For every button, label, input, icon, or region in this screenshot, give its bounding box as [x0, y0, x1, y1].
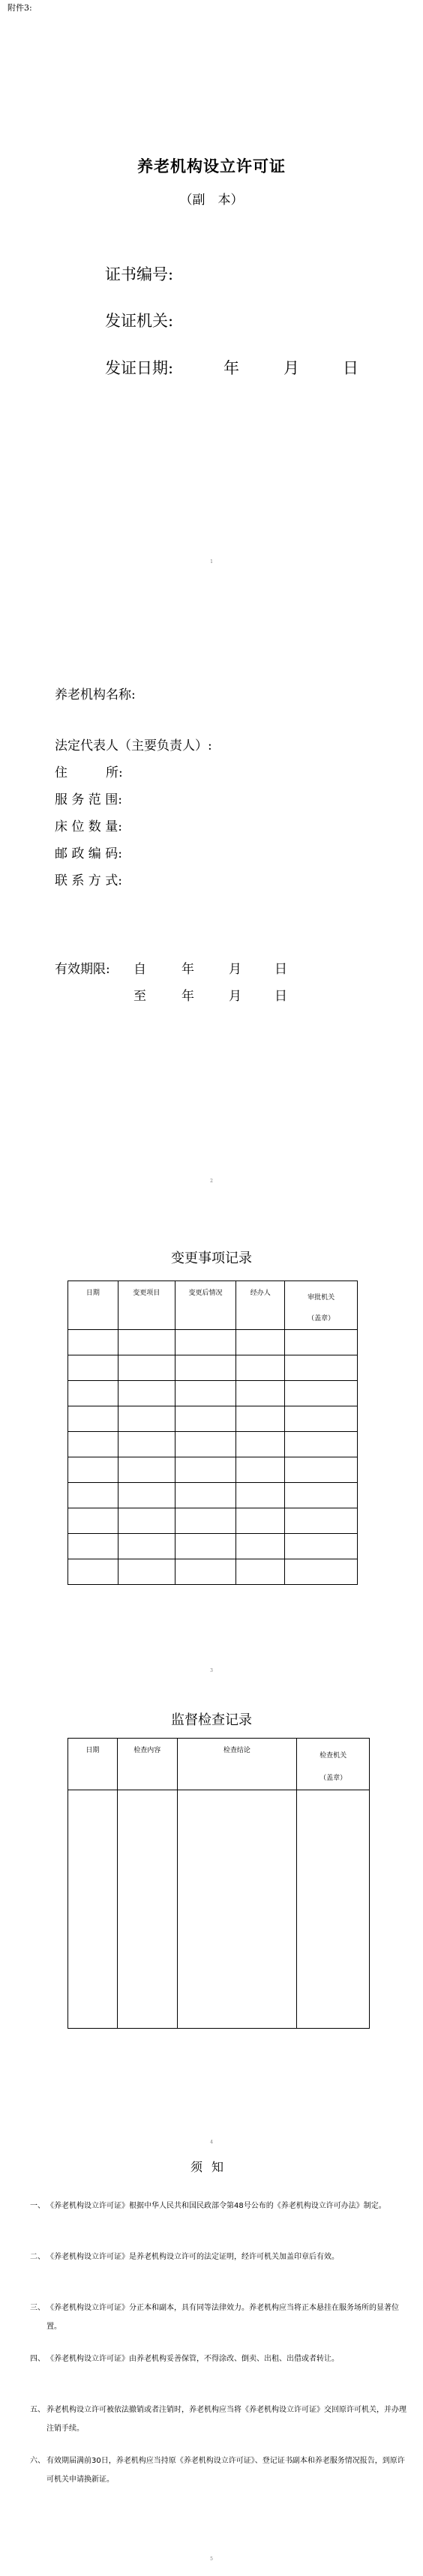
change-record-cell	[118, 1483, 175, 1508]
change-record-row	[68, 1559, 358, 1585]
change-record-cell	[118, 1457, 175, 1483]
change-record-cell	[68, 1381, 118, 1406]
change-record-cell	[68, 1457, 118, 1483]
postcode-label: 邮 政 编 码:	[55, 846, 122, 861]
change-record-cell	[285, 1508, 358, 1534]
page-number: 4	[210, 2140, 213, 2145]
notice-item	[30, 2350, 409, 2368]
validity-to-year: 年	[182, 989, 194, 1004]
change-record-cell	[175, 1432, 236, 1457]
validity-to: 至	[134, 989, 146, 1004]
change-record-rows	[68, 1330, 358, 1585]
header-inspection-conclusion: 检查结论	[177, 1739, 297, 1790]
change-record-cell	[68, 1432, 118, 1457]
notice-item-text: 《养老机构设立许可证》根据中华人民共和国民政部令第48号公布的《养老机构设立许可办法》制定。	[46, 2202, 386, 2210]
notice-item	[30, 2299, 409, 2336]
cert-no-label: 证书编号:	[105, 265, 174, 283]
change-record-cell	[236, 1330, 285, 1355]
header-change-item: 变更项目	[118, 1281, 175, 1330]
header-approval-authority	[285, 1281, 358, 1330]
notice-item-number: 四、	[30, 2355, 45, 2363]
notice-item-number: 一、	[30, 2202, 45, 2210]
change-record-table	[68, 1281, 358, 1585]
change-record-cell	[285, 1432, 358, 1457]
change-record-cell	[68, 1483, 118, 1508]
notice-item-text: 《养老机构设立许可证》分正本和副本，具有同等法律效力。养老机构应当将正本悬挂在服务场所的显著位置。	[46, 2304, 399, 2331]
inspection-record-title: 监督检查记录	[171, 1712, 252, 1728]
change-record-cell	[118, 1534, 175, 1559]
notice-item	[30, 2401, 409, 2438]
inspection-cell	[68, 1790, 118, 2029]
validity-from-day: 日	[274, 962, 287, 977]
change-record-cell	[68, 1406, 118, 1432]
change-record-cell	[236, 1432, 285, 1457]
change-record-cell	[175, 1355, 236, 1381]
change-record-cell	[68, 1355, 118, 1381]
change-record-row	[68, 1381, 358, 1406]
issuer-label: 发证机关:	[105, 312, 174, 330]
change-record-header-row	[68, 1281, 358, 1330]
header-date: 日期	[68, 1281, 118, 1330]
contact-label: 联 系 方 式:	[55, 873, 122, 888]
change-record-row	[68, 1483, 358, 1508]
change-record-title: 变更事项记录	[171, 1251, 252, 1266]
page-number: 2	[210, 1179, 213, 1184]
org-name-label: 养老机构名称:	[55, 687, 136, 702]
change-record-row	[68, 1534, 358, 1559]
notice-item-number: 二、	[30, 2253, 45, 2261]
change-record-cell	[175, 1457, 236, 1483]
issue-day: 日	[343, 359, 358, 377]
change-record-cell	[175, 1330, 236, 1355]
change-record-cell	[118, 1355, 175, 1381]
issue-date-label: 发证日期:	[105, 359, 174, 377]
address-label: 住 所:	[55, 765, 123, 780]
header-inspection-content: 检查内容	[117, 1739, 177, 1790]
page-number: 3	[210, 1668, 213, 1673]
change-record-cell	[118, 1559, 175, 1585]
change-record-cell	[118, 1330, 175, 1355]
change-record-cell	[285, 1483, 358, 1508]
seal-label: （盖章）	[308, 1315, 335, 1322]
change-record-cell	[285, 1330, 358, 1355]
notice-title: 须知	[190, 2160, 232, 2174]
change-record-cell	[118, 1508, 175, 1534]
change-record-row	[68, 1406, 358, 1432]
notice-item	[30, 2452, 409, 2489]
change-record-cell	[285, 1534, 358, 1559]
inspection-cell	[177, 1790, 297, 2029]
service-scope-label: 服 务 范 围:	[55, 792, 122, 807]
change-record-cell	[175, 1406, 236, 1432]
change-record-cell	[175, 1534, 236, 1559]
header-date: 日期	[68, 1739, 118, 1790]
inspection-record-table	[68, 1738, 370, 2029]
validity-to-day: 日	[274, 989, 287, 1004]
notice-item-text: 《养老机构设立许可证》是养老机构设立许可的法定证明，经许可机关加盖印章后有效。	[46, 2253, 339, 2261]
validity-from: 自	[134, 962, 146, 977]
change-record-cell	[175, 1508, 236, 1534]
change-record-cell	[285, 1406, 358, 1432]
certificate-subtitle: （副 本）	[179, 193, 244, 208]
validity-from-year: 年	[182, 962, 194, 977]
change-record-cell	[68, 1508, 118, 1534]
change-record-cell	[236, 1406, 285, 1432]
approval-authority-label: 审批机关	[308, 1294, 335, 1301]
change-record-cell	[236, 1559, 285, 1585]
validity-to-month: 月	[229, 989, 242, 1004]
inspection-header-row	[68, 1739, 370, 1790]
change-record-cell	[285, 1355, 358, 1381]
header-inspection-authority	[297, 1739, 370, 1790]
change-record-cell	[175, 1559, 236, 1585]
change-record-cell	[118, 1381, 175, 1406]
validity-from-month: 月	[229, 962, 242, 977]
change-record-row	[68, 1330, 358, 1355]
change-record-cell	[285, 1559, 358, 1585]
header-handler: 经办人	[236, 1281, 285, 1330]
change-record-cell	[236, 1381, 285, 1406]
change-record-cell	[118, 1406, 175, 1432]
change-record-cell	[236, 1457, 285, 1483]
header-after-change: 变更后情况	[175, 1281, 236, 1330]
notice-item-text: 养老机构设立许可被依法撤销或者注销时，养老机构应当将《养老机构设立许可证》交回原许可机关，并办理注销手续。	[46, 2406, 406, 2433]
bed-count-label: 床 位 数 量:	[55, 819, 122, 834]
page-number: 5	[210, 2557, 213, 2562]
notice-item-number: 六、	[30, 2457, 45, 2465]
change-record-cell	[236, 1534, 285, 1559]
change-record-cell	[118, 1432, 175, 1457]
change-record-cell	[68, 1559, 118, 1585]
validity-label: 有效期限:	[55, 962, 110, 977]
change-record-row	[68, 1508, 358, 1534]
inspection-body-row	[68, 1790, 370, 2029]
notice-item-text: 有效期届满前30日，养老机构应当持原《养老机构设立许可证》、登记证书副本和养老服务情况报告，到原许可机关申请换新证。	[46, 2457, 405, 2484]
inspection-authority-label: 检查机关	[320, 1752, 347, 1760]
inspection-cell	[297, 1790, 370, 2029]
inspection-cell	[117, 1790, 177, 2029]
attachment-label: 附件3:	[8, 3, 32, 13]
change-record-row	[68, 1457, 358, 1483]
change-record-cell	[175, 1381, 236, 1406]
seal-label: （盖章）	[320, 1775, 347, 1782]
notice-item-text: 《养老机构设立许可证》由养老机构妥善保管，不得涂改、倒卖、出租、出借或者转让。	[46, 2355, 339, 2363]
change-record-cell	[236, 1355, 285, 1381]
legal-rep-label: 法定代表人（主要负责人）:	[55, 738, 212, 753]
notice-item-number: 三、	[30, 2304, 45, 2312]
change-record-row	[68, 1355, 358, 1381]
certificate-title: 养老机构设立许可证	[137, 157, 286, 175]
notice-item-number: 五、	[30, 2406, 45, 2414]
change-record-cell	[285, 1457, 358, 1483]
change-record-cell	[68, 1534, 118, 1559]
change-record-cell	[68, 1330, 118, 1355]
change-record-cell	[285, 1381, 358, 1406]
change-record-cell	[236, 1483, 285, 1508]
issue-year: 年	[224, 359, 239, 377]
notice-item	[30, 2248, 409, 2266]
change-record-cell	[175, 1483, 236, 1508]
notice-item	[30, 2197, 409, 2215]
change-record-cell	[236, 1508, 285, 1534]
page-number: 1	[210, 559, 213, 565]
change-record-row	[68, 1432, 358, 1457]
issue-month: 月	[284, 359, 299, 377]
